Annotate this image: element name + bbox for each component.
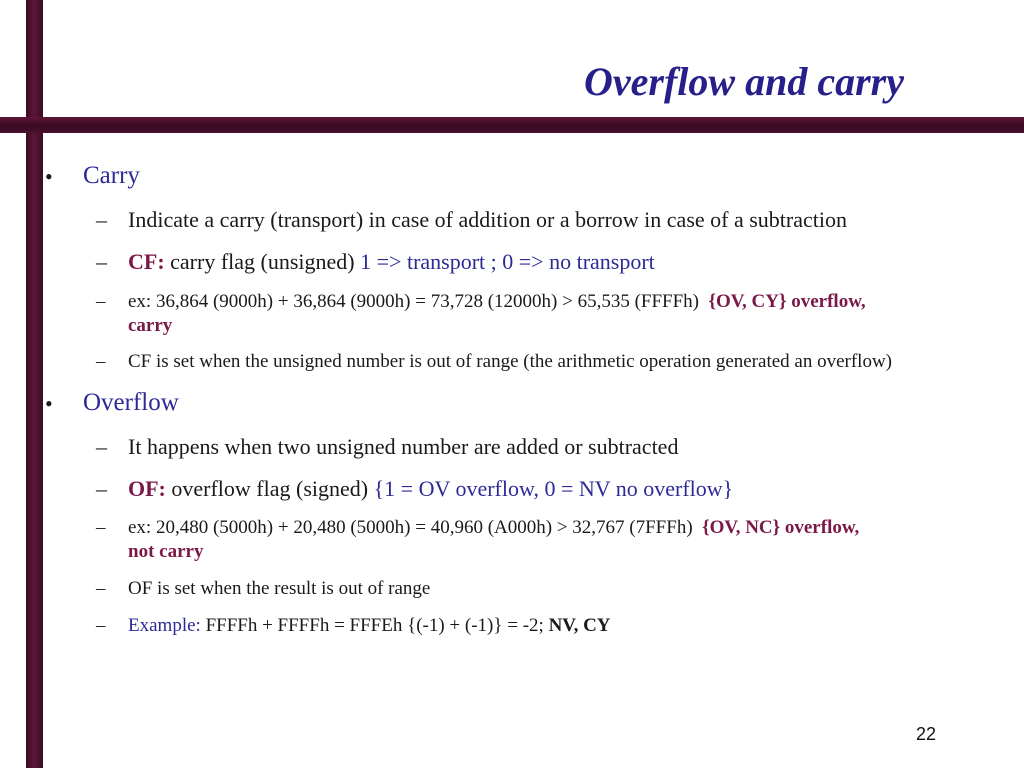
of-values: {1 = OV overflow, 0 = NV no overflow} — [373, 476, 734, 501]
cf-text: carry flag (unsigned) — [164, 249, 361, 274]
slide-title: Overflow and carry — [584, 59, 904, 104]
carry-example — [128, 291, 866, 313]
carry-heading: Carry — [83, 162, 140, 189]
of-set-text: OF is set when the result is out of range — [128, 578, 431, 599]
left-decorative-bar — [26, 0, 43, 768]
dash-icon: – — [96, 517, 106, 538]
dash-icon: – — [96, 207, 107, 232]
dash-icon: – — [96, 476, 107, 501]
carry-example-text: ex: 36,864 (9000h) + 36,864 (9000h) = 73,728 (12000h) > 65,535 (FFFFh) — [128, 291, 699, 312]
dash-icon: – — [96, 434, 107, 459]
carry-definition: Indicate a carry (transport) in case of addition or a borrow in case of a subtraction — [128, 207, 847, 232]
example-text: FFFFh + FFFFh = FFFEh {(-1) + (-1)} = -2; — [200, 615, 549, 636]
cf-label: CF: — [128, 249, 165, 274]
overflow-example-flags: {OV, NC} overflow, — [702, 517, 860, 538]
dash-icon: – — [96, 351, 106, 372]
overflow-heading: Overflow — [83, 389, 179, 416]
cf-set-text: CF is set when the unsigned number is out of range (the arithmetic operation generated an overflow) — [128, 351, 892, 372]
overflow-example-flags-cont: not carry — [128, 541, 204, 562]
overflow-example-text: ex: 20,480 (5000h) + 20,480 (5000h) = 40,960 (A000h) > 32,767 (7FFFh) — [128, 517, 693, 538]
bullet-dot-icon: • — [45, 391, 53, 416]
dash-icon: – — [96, 578, 106, 599]
of-description — [128, 476, 733, 502]
title-divider-bar — [0, 117, 1024, 133]
of-text: overflow flag (signed) — [165, 476, 374, 501]
example-label: Example: — [128, 615, 201, 636]
dash-icon: – — [96, 249, 107, 274]
page-number: 22 — [915, 724, 936, 744]
dash-icon: – — [96, 615, 106, 636]
example-result: NV, CY — [548, 615, 611, 636]
overflow-example — [128, 517, 859, 539]
final-example — [128, 615, 611, 637]
cf-description — [128, 249, 655, 275]
carry-example-flags: {OV, CY} overflow, — [708, 291, 866, 312]
carry-example-flags-cont: carry — [128, 315, 173, 336]
of-label: OF: — [128, 476, 166, 501]
dash-icon: – — [96, 291, 106, 312]
overflow-definition: It happens when two unsigned number are added or subtracted — [128, 434, 679, 459]
cf-values: 1 => transport ; 0 => no transport — [360, 249, 655, 274]
bullet-dot-icon: • — [45, 164, 53, 189]
